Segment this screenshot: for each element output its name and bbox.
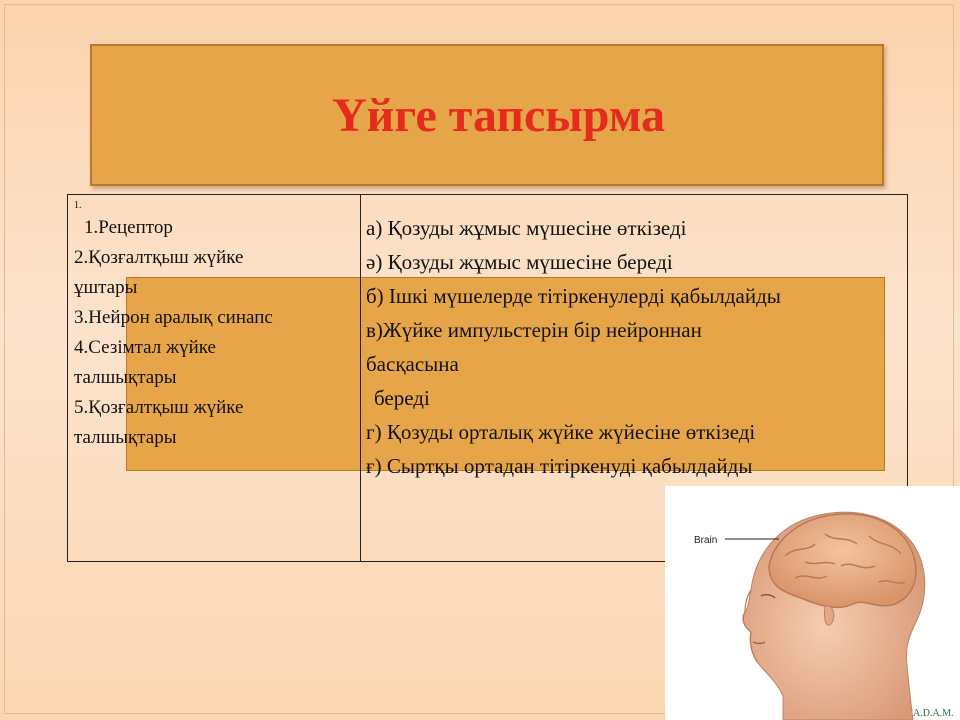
definition-item: а) Қозуды жұмыс мүшесіне өткізеді (366, 216, 687, 240)
definition-item: ә) Қозуды жұмыс мүшесіне береді (366, 250, 673, 274)
definitions-cell (366, 211, 906, 483)
list-marker: 1. (74, 200, 82, 211)
term-item: талшықтары (74, 367, 177, 388)
slide-title: Үйге тапсырма (332, 89, 666, 142)
term-item: 5.Қозғалтқыш жүйке (74, 397, 244, 418)
brain-illustration (665, 486, 960, 720)
definition-item: береді (374, 386, 430, 410)
definition-item: в)Жүйке импульстерін бір нейроннан (366, 318, 702, 342)
term-item: 2.Қозғалтқыш жүйке (74, 247, 244, 268)
term-item: 3.Нейрон аралық синапс (74, 307, 273, 328)
table-divider (360, 195, 361, 561)
term-item: талшықтары (74, 427, 177, 448)
term-item: ұштары (74, 277, 138, 298)
ear (824, 606, 833, 625)
definition-item: ғ) Сыртқы ортадан тітіркенуді қабылдайды (366, 454, 753, 478)
term-item: 4.Сезімтал жүйке (74, 337, 216, 358)
head-brain-figure (665, 486, 960, 720)
definition-item: г) Қозуды орталық жүйке жүйесіне өткізеді (366, 420, 756, 444)
adam-credit: A.D.A.M. (913, 708, 954, 719)
definition-item: б) Ішкі мүшелерде тітіркенулерді қабылдайды (366, 284, 781, 308)
brain-label: Brain (694, 535, 718, 546)
title-box (90, 44, 884, 186)
term-item: 1.Рецептор (84, 217, 173, 238)
terms-cell (74, 199, 354, 453)
definition-item: басқасына (366, 352, 459, 376)
